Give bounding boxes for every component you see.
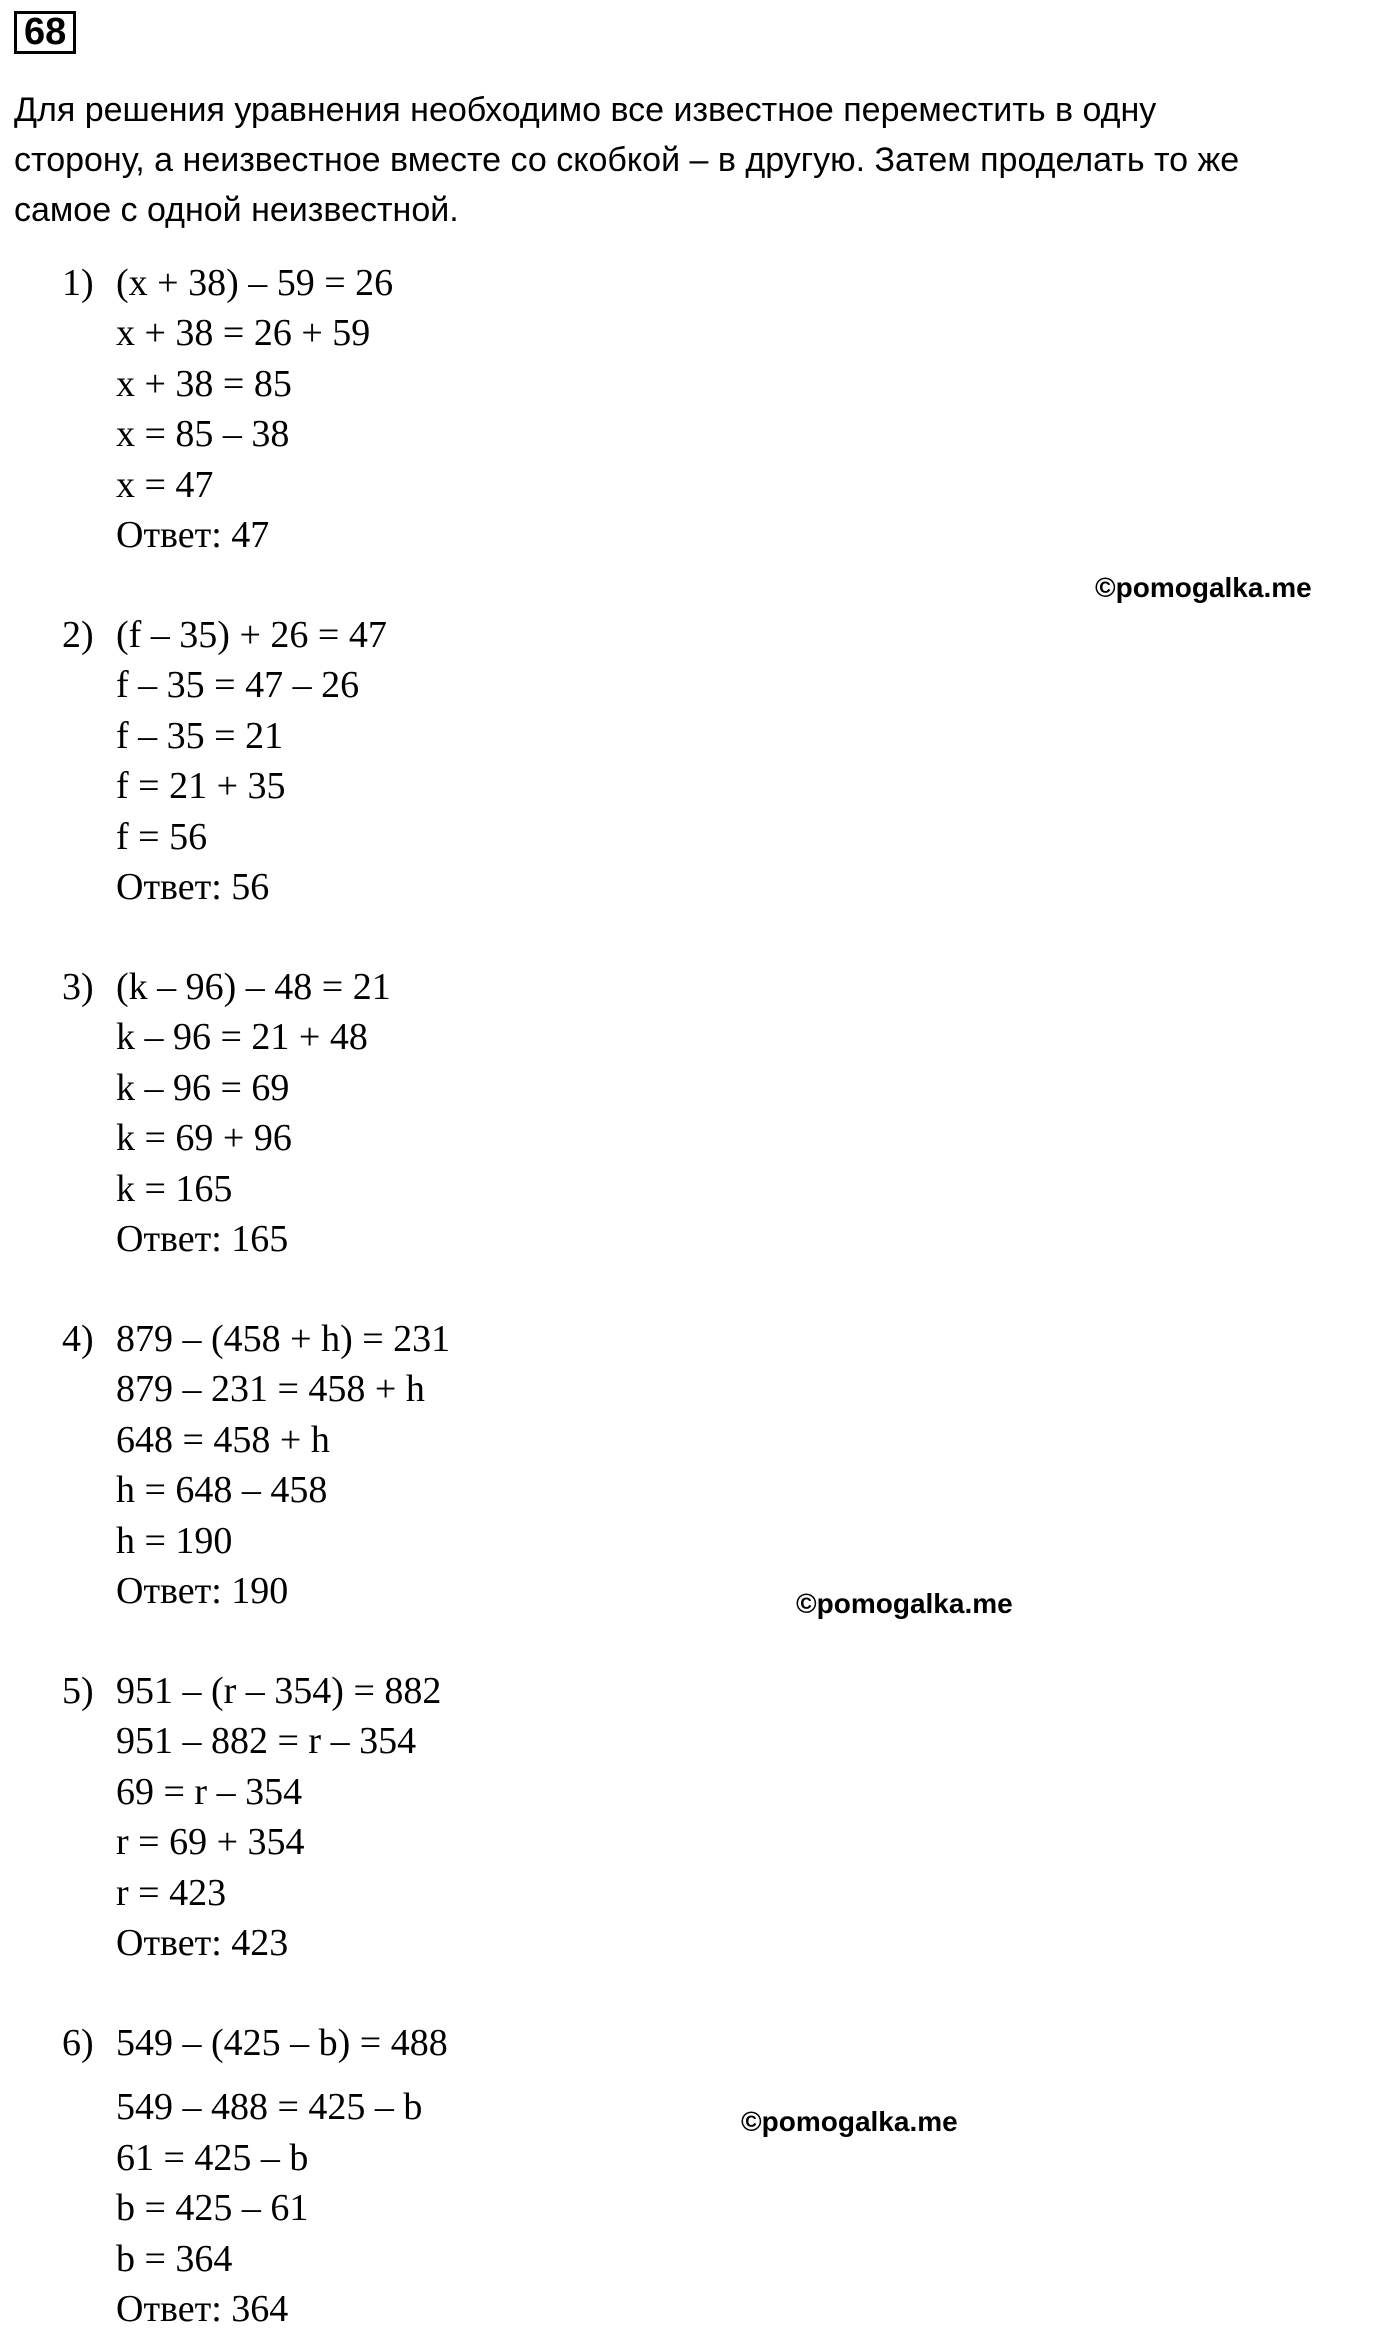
- solution-step: x = 85 – 38: [116, 413, 290, 456]
- problem-2: [62, 610, 387, 912]
- solution-step: r = 69 + 354: [116, 1821, 305, 1864]
- solution-step: f – 35 = 47 – 26: [116, 664, 360, 707]
- problem-equation-line: [62, 962, 391, 1012]
- problem-equation: 879 – (458 + h) = 231: [116, 1318, 451, 1360]
- solution-step: x + 38 = 26 + 59: [116, 312, 371, 355]
- problem-equation: (x + 38) – 59 = 26: [116, 262, 394, 304]
- intro-line: сторону, а неизвестное вместе со скобкой – в другую. Затем проделать то же: [14, 141, 1240, 179]
- problem-4: [62, 1314, 450, 1616]
- solution-step: 951 – 882 = r – 354: [116, 1720, 417, 1763]
- solution-step: b = 364: [116, 2237, 233, 2280]
- solution-step: k – 96 = 69: [116, 1066, 290, 1109]
- solution-step: k = 69 + 96: [116, 1117, 292, 1160]
- problem-equation-line: [62, 258, 393, 308]
- problem-1: [62, 258, 393, 560]
- solution-step: b = 425 – 61: [116, 2187, 309, 2230]
- intro-line: Для решения уравнения необходимо все известное переместить в одну: [14, 91, 1157, 129]
- solution-step: 61 = 425 – b: [116, 2136, 309, 2179]
- problem-number: 2): [62, 614, 94, 656]
- solution-step: k = 165: [116, 1167, 233, 1210]
- problem-equation: (k – 96) – 48 = 21: [116, 966, 391, 1008]
- solution-step: f = 21 + 35: [116, 765, 286, 808]
- watermark: ©pomogalka.me: [1095, 572, 1312, 603]
- answer-line: Ответ: 190: [116, 1569, 289, 1612]
- problem-equation-line: [62, 1314, 450, 1364]
- solution-step: 549 – 488 = 425 – b: [116, 2086, 423, 2129]
- problem-number: 4): [62, 1318, 94, 1360]
- problem-3: [62, 962, 391, 1264]
- problem-number: 3): [62, 966, 94, 1008]
- solution-step: 69 = r – 354: [116, 1770, 303, 1813]
- problem-equation-line: [62, 2018, 448, 2068]
- solution-step: r = 423: [116, 1871, 227, 1914]
- answer-line: Ответ: 423: [116, 1921, 289, 1964]
- exercise-number-badge: 68: [14, 11, 76, 54]
- solution-step: x + 38 = 85: [116, 362, 292, 405]
- problem-equation-line: [62, 1666, 441, 1716]
- solution-step: x = 47: [116, 463, 214, 506]
- solution-step: h = 190: [116, 1519, 233, 1562]
- answer-line: Ответ: 364: [116, 2287, 289, 2330]
- solution-step: 879 – 231 = 458 + h: [116, 1368, 425, 1411]
- problem-equation: (f – 35) + 26 = 47: [116, 614, 387, 656]
- problem-equation: 951 – (r – 354) = 882: [116, 1670, 442, 1712]
- answer-line: Ответ: 47: [116, 513, 270, 556]
- problem-5: [62, 1666, 441, 1968]
- problem-equation-line: [62, 610, 387, 660]
- solution-step: f = 56: [116, 815, 208, 858]
- problem-6: [62, 2018, 448, 2334]
- solution-step: f – 35 = 21: [116, 714, 284, 757]
- problem-number: 6): [62, 2022, 94, 2064]
- solution-step: k – 96 = 21 + 48: [116, 1016, 368, 1059]
- answer-line: Ответ: 56: [116, 865, 270, 908]
- watermark: ©pomogalka.me: [796, 1588, 1013, 1619]
- watermark: ©pomogalka.me: [741, 2106, 958, 2137]
- solution-step: 648 = 458 + h: [116, 1418, 330, 1461]
- answer-line: Ответ: 165: [116, 1217, 289, 1260]
- problem-number: 1): [62, 262, 94, 304]
- intro-paragraph: [14, 85, 1384, 235]
- problem-equation: 549 – (425 – b) = 488: [116, 2022, 448, 2064]
- solution-step: h = 648 – 458: [116, 1469, 328, 1512]
- intro-line: самое с одной неизвестной.: [14, 191, 459, 229]
- problem-number: 5): [62, 1670, 94, 1712]
